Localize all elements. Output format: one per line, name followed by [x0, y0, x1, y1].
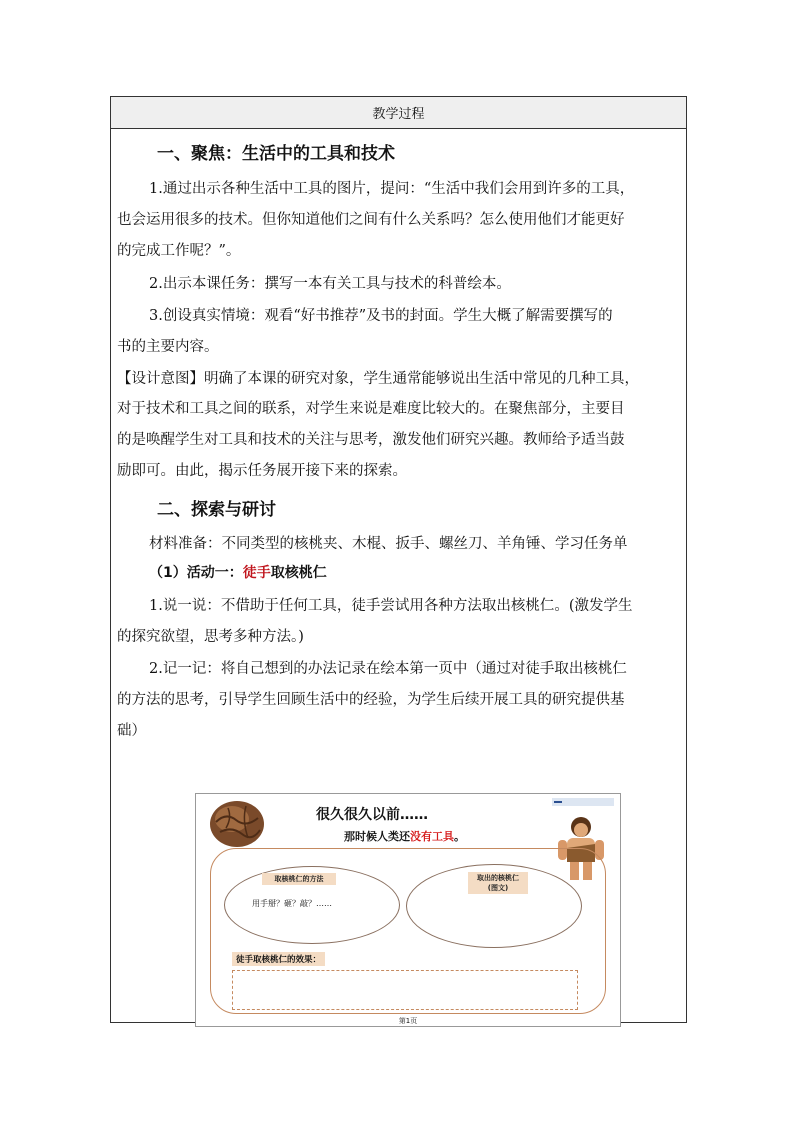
activity-suffix: 取核桃仁 — [270, 565, 327, 581]
book-title: 很久很久以前…… — [316, 807, 428, 823]
table-header: 教学过程 — [111, 97, 686, 129]
s1-p1-line3: 的完成工作呢？”。 — [117, 243, 241, 259]
activity-title — [149, 562, 327, 582]
s2-step1-line1: 1.说一说：不借助于任何工具，徒手尝试用各种方法取出核桃仁。(激发学生 — [149, 598, 633, 614]
result-tag — [468, 872, 528, 894]
materials: 材料准备：不同类型的核桃夹、木棍、扳手、螺丝刀、羊角锤、学习任务单 — [149, 536, 628, 552]
s1-p1-line2: 也会运用很多的技术。但你知道他们之间有什么关系吗？怎么使用他们才能更好 — [117, 212, 625, 228]
s2-step2-line3: 础） — [117, 723, 146, 739]
s1-intent-line4: 励即可。由此，揭示任务展开接下来的探索。 — [117, 463, 407, 479]
result-tag-line2: (图文) — [487, 884, 509, 892]
walnut-icon — [208, 798, 266, 850]
effect-answer-box — [232, 970, 578, 1010]
section1-title: 一、聚焦：生活中的工具和技术 — [157, 144, 395, 164]
section2-title: 二、探索与研讨 — [157, 500, 276, 520]
s1-intent-line3: 的是唤醒学生对工具和技术的关注与思考，激发他们研究兴趣。教师给予适当鼓 — [117, 432, 625, 448]
activity-red: 徒手 — [242, 565, 271, 581]
page-number: 第1页 — [398, 1017, 418, 1025]
activity-prefix: （1）活动一： — [149, 565, 243, 581]
s2-step1-line2: 的探究欲望，思考多种方法。) — [117, 629, 304, 645]
s1-p3-line2: 书的主要内容。 — [117, 339, 219, 355]
effect-label: 徒手取核桃仁的效果： — [232, 952, 325, 966]
book-sub-prefix: 那时候人类还 — [344, 830, 410, 843]
s1-p1-line1: 1.通过出示各种生活中工具的图片，提问：“生活中我们会用到许多的工具， — [149, 181, 635, 197]
book-subtitle — [344, 828, 465, 844]
s1-p2: 2.出示本课任务：撰写一本有关工具与技术的科普绘本。 — [149, 276, 511, 292]
method-tag: 取核桃仁的方法 — [262, 873, 336, 885]
book-sub-suffix: 。 — [454, 830, 465, 843]
teaching-process-table — [110, 96, 687, 1023]
header-badge-icon — [552, 798, 614, 806]
methods-text: 用手掰？砸？敲？…… — [252, 899, 332, 908]
result-tag-line1: 取出的核桃仁 — [477, 874, 519, 882]
s1-p3-line1: 3.创设真实情境：观看“好书推荐”及书的封面。学生大概了解需要撰写的 — [149, 308, 613, 324]
picture-book-page — [195, 793, 621, 1027]
s2-step2-line1: 2.记一记：将自己想到的办法记录在绘本第一页中（通过对徒手取出核桃仁 — [149, 661, 627, 677]
s1-intent-line1: 【设计意图】明确了本课的研究对象，学生通常能够说出生活中常见的几种工具， — [117, 371, 639, 387]
s2-step2-line2: 的方法的思考，引导学生回顾生活中的经验，为学生后续开展工具的研究提供基 — [117, 692, 625, 708]
s1-intent-line2: 对于技术和工具之间的联系，对学生来说是难度比较大的。在聚焦部分，主要目 — [117, 401, 625, 417]
book-sub-red: 没有工具 — [410, 830, 454, 843]
